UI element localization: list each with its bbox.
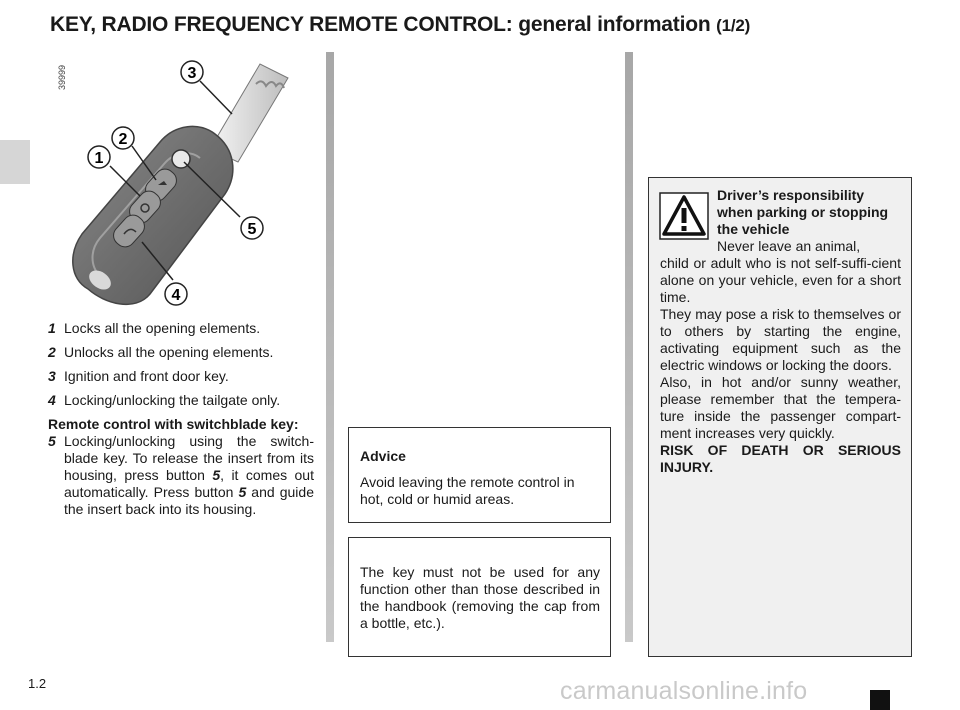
legend-text: Ignition and front door key. — [64, 368, 229, 384]
page-title — [50, 13, 750, 37]
button-reference: 5 — [212, 467, 221, 483]
svg-text:2: 2 — [118, 131, 128, 148]
title-text: KEY, RADIO FREQUENCY REMOTE CONTROL: general information — [50, 13, 711, 36]
key-usage-note — [348, 537, 611, 657]
legend-number: 3 — [48, 368, 56, 384]
warning-triangle-icon — [659, 192, 709, 240]
warning-body: child or adult who is not self-suffi-cient alone on your vehicle, even for a short time. — [660, 255, 901, 305]
watermark: carmanualsonline.info — [560, 677, 808, 705]
callout-4 — [165, 283, 187, 305]
callout-5 — [241, 217, 263, 239]
advice-heading: Advice — [360, 448, 406, 464]
callout-3 — [181, 61, 203, 83]
page-number: 1.2 — [28, 676, 47, 691]
title-suffix: (1/2) — [716, 16, 751, 35]
legend-item-5 — [48, 433, 314, 518]
warning-lead: Never leave an animal, — [717, 238, 861, 254]
legend-item — [48, 368, 314, 385]
legend-text — [64, 433, 314, 518]
svg-text:5: 5 — [247, 221, 257, 238]
callout-1 — [88, 146, 110, 168]
switchblade-heading: Remote control with switchblade key: — [48, 416, 299, 432]
legend-number: 2 — [48, 344, 56, 360]
legend-text-part: Locking/unlocking using the switch-blade key. To release the insert from its housing, press button — [64, 433, 314, 483]
legend-list — [48, 320, 314, 525]
legend-text: Locks all the opening elements. — [64, 320, 261, 336]
legend-text: Locking/unlocking the tailgate only. — [64, 392, 281, 408]
warning-heading: Driver’s responsibility when parking or stopping the vehicle — [717, 187, 889, 237]
legend-text: Unlocks all the opening elements. — [64, 344, 274, 360]
warning-body-3: Also, in hot and/or sunny weather, please remember that the tempera-ture inside the passenger compart-ment increases very quickly. — [660, 374, 901, 441]
column-divider-right — [625, 52, 633, 642]
legend-item — [48, 320, 314, 337]
section-tab — [0, 140, 30, 184]
svg-text:1: 1 — [94, 150, 104, 167]
svg-text:3: 3 — [187, 65, 197, 82]
remote-key-illustration — [60, 54, 320, 316]
legend-number: 5 — [48, 433, 56, 449]
figure-reference-code: 39999 — [57, 64, 67, 90]
warning-danger: RISK OF DEATH OR SERIOUS INJURY. — [660, 442, 901, 475]
advice-box — [348, 427, 611, 523]
legend-number: 1 — [48, 320, 56, 336]
column-divider-left — [326, 52, 334, 642]
warning-body-2: They may pose a risk to themselves or to others by starting the engine, activating equipment such as the electric windows or locking the doors. — [660, 306, 901, 373]
legend-number: 4 — [48, 392, 56, 408]
callout-2 — [112, 127, 134, 149]
key-usage-text: The key must not be used for any function other than those described in the handbook (removing the cap from a bottle, etc.). — [360, 564, 600, 631]
button-reference: 5 — [238, 484, 247, 500]
legend-item — [48, 344, 314, 361]
svg-text:4: 4 — [171, 287, 181, 304]
page-corner-marker — [870, 690, 890, 710]
advice-text: Avoid leaving the remote control in hot, cold or humid areas. — [360, 474, 575, 507]
legend-item — [48, 392, 314, 409]
warning-box — [648, 177, 912, 657]
legend-text-part: and guide the insert back into its housing. — [64, 484, 314, 517]
legend-text-part: , it comes out automatically. Press button — [64, 467, 314, 500]
